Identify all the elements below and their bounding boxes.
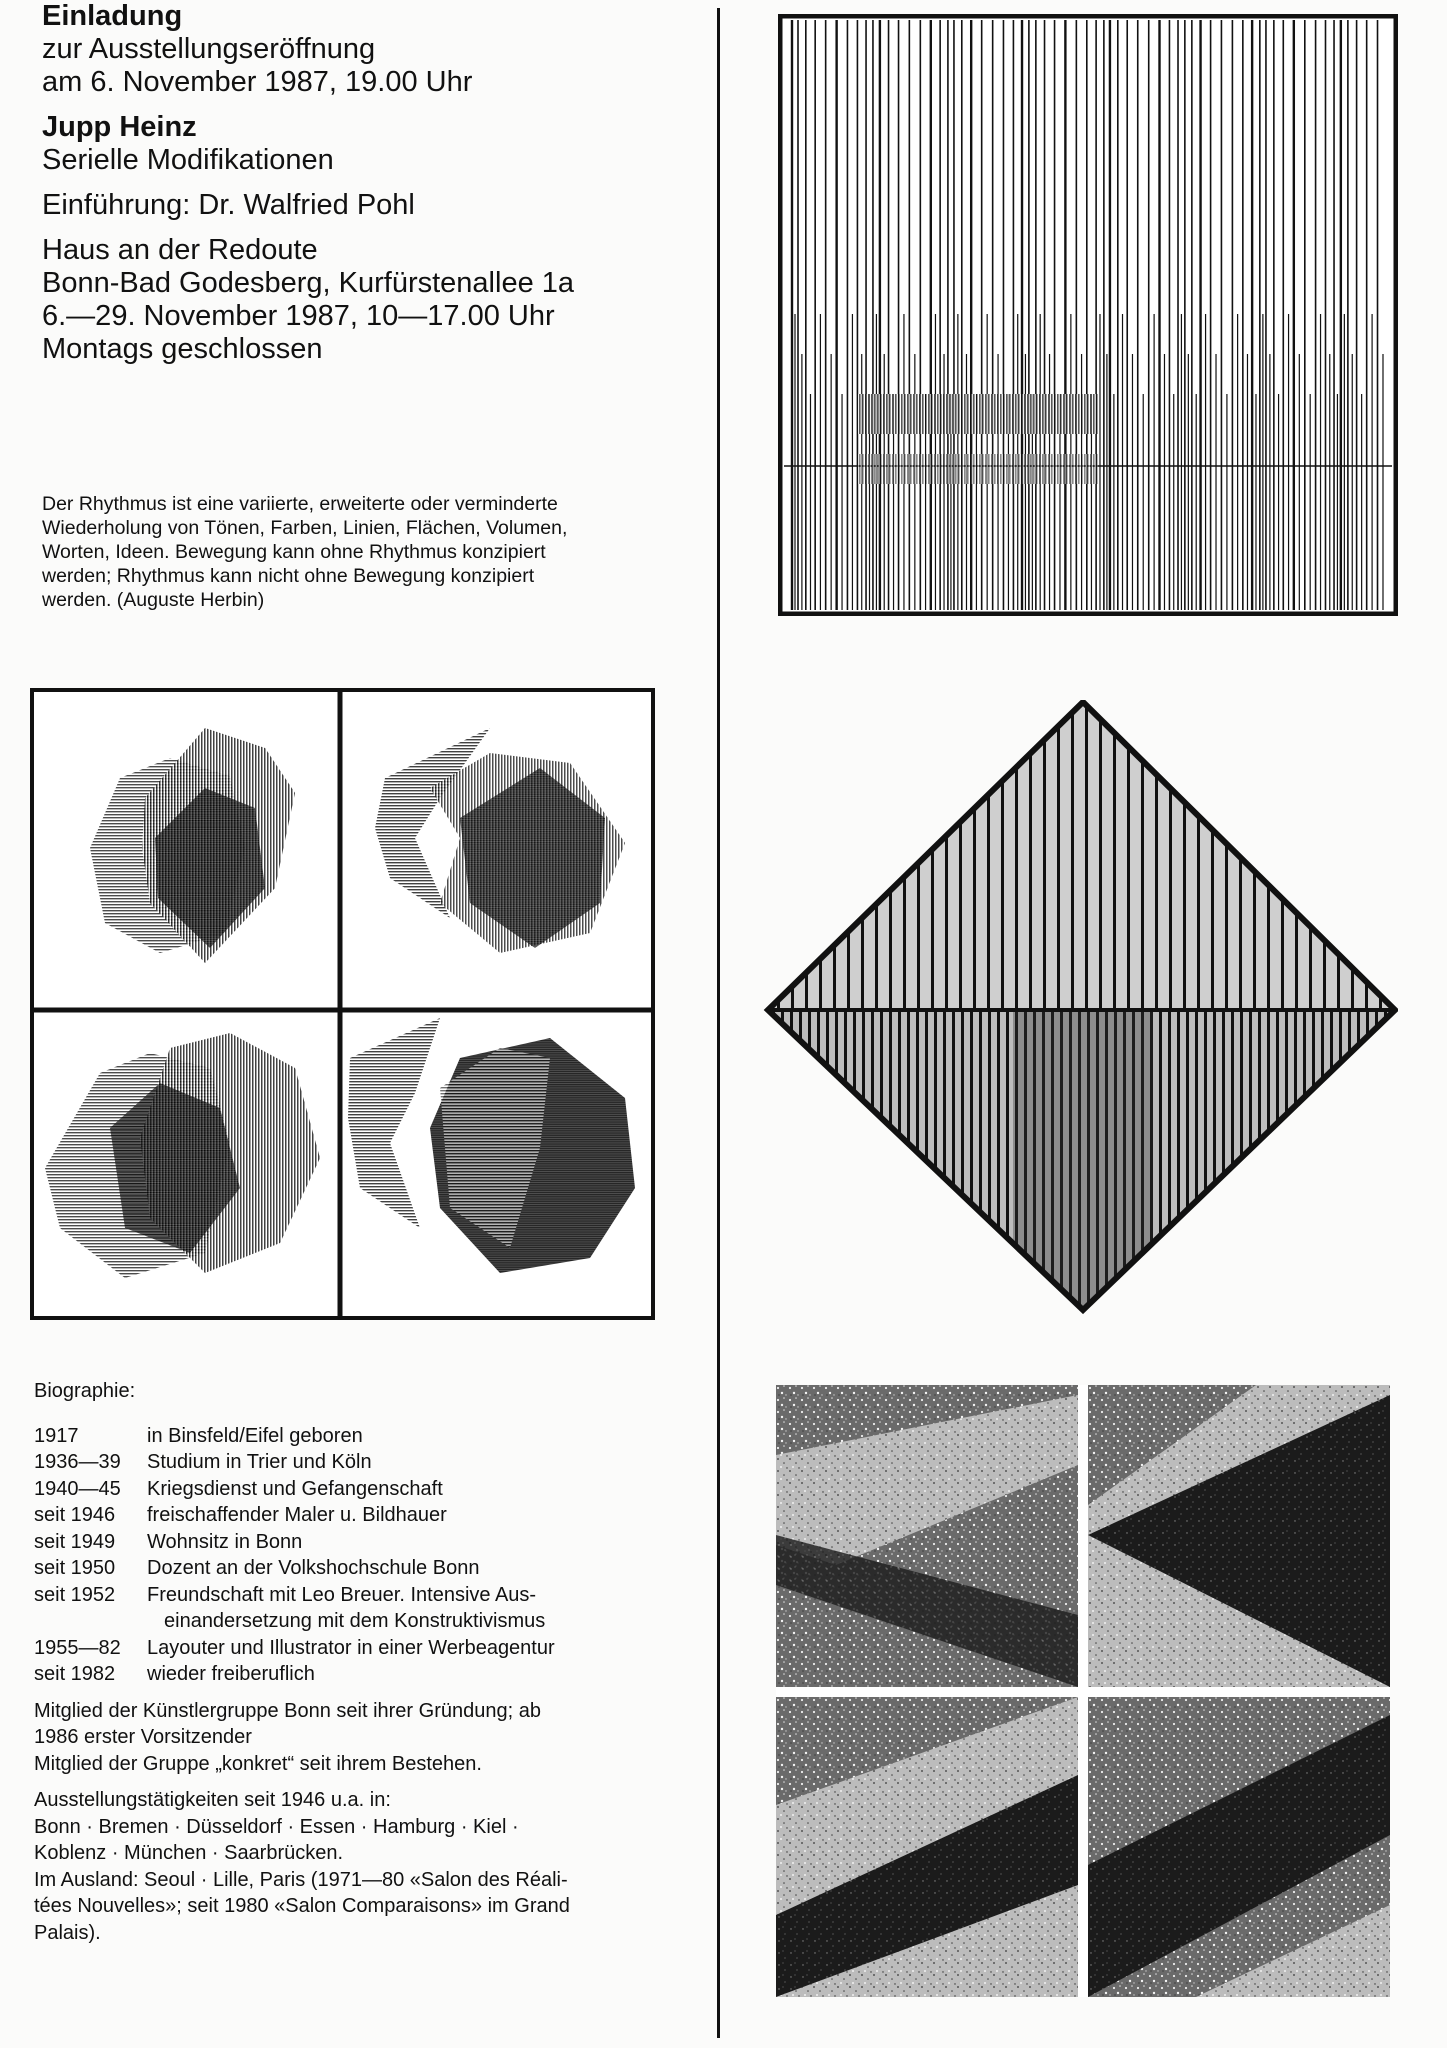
venue-address: Bonn-Bad Godesberg, Kurfürstenallee 1a: [42, 267, 575, 299]
biography-year: seit 1946: [34, 1504, 116, 1526]
biography-text: einandersetzung mit dem Konstruktivismus: [164, 1610, 546, 1632]
biography-year: 1940—45: [34, 1477, 121, 1500]
biography-title: Biographie:: [34, 1380, 136, 1402]
biography-row: [34, 1502, 674, 1529]
exhibitions-line: tées Nouvelles»; seit 1980 «Salon Comparaisons» im Grand: [34, 1895, 570, 1917]
herbin-quote: [42, 492, 642, 612]
exhibitions-line: Koblenz · München · Saarbrücken.: [34, 1842, 344, 1864]
introduction: Einführung: Dr. Walfried Pohl: [42, 189, 415, 221]
biography-row: [34, 1529, 674, 1556]
artist-name: Jupp Heinz: [42, 111, 197, 143]
biography-text: Layouter und Illustrator in einer Werbeagentur: [147, 1636, 555, 1659]
invitation-line-1: zur Ausstellungseröffnung: [42, 33, 376, 65]
biography-text: Studium in Trier und Köln: [147, 1451, 372, 1473]
biography-text: Wohnsitz in Bonn: [147, 1530, 303, 1553]
biography-text: in Binsfeld/Eifel geboren: [147, 1424, 363, 1447]
biography-row: [34, 1608, 674, 1635]
membership-paragraph: [34, 1698, 674, 1778]
biography-text: freischaffender Maler u. Bildhauer: [147, 1504, 447, 1526]
quote-line: werden. (Auguste Herbin): [42, 589, 265, 611]
membership-line: 1986 erster Vorsitzender: [34, 1726, 252, 1748]
invitation-block: [42, 0, 682, 366]
quote-line: Der Rhythmus ist eine variierte, erweiterte oder verminderte: [42, 493, 558, 515]
biography-year: 1936—39: [34, 1451, 121, 1473]
biography-section: [34, 1378, 674, 1946]
biography-row: [34, 1635, 674, 1662]
quote-line: Worten, Ideen. Bewegung kann ohne Rhythmus konzipiert: [42, 541, 546, 563]
exhibitions-line: Palais).: [34, 1921, 101, 1944]
exhibitions-paragraph: [34, 1787, 674, 1946]
exhibitions-line: Ausstellungstätigkeiten seit 1946 u.a. in:: [34, 1789, 391, 1811]
biography-row: [34, 1476, 674, 1503]
venue-name: Haus an der Redoute: [42, 234, 318, 266]
biography-row: [34, 1661, 674, 1688]
column-divider: [717, 8, 720, 2038]
biography-year: seit 1982: [34, 1663, 116, 1685]
closed-note: Montags geschlossen: [42, 333, 323, 365]
exhibitions-line: Bonn · Bremen · Düsseldorf · Essen · Hamburg · Kiel ·: [34, 1815, 519, 1838]
artwork-speckled-panels: [776, 1385, 1390, 1997]
biography-year: seit 1949: [34, 1530, 116, 1553]
quote-line: werden; Rhythmus kann nicht ohne Bewegung konzipiert: [42, 565, 535, 587]
invitation-title: Einladung: [42, 0, 183, 32]
artwork-hexagon-grid: [30, 688, 655, 1320]
artwork-vertical-lines: [778, 14, 1398, 616]
biography-text: Dozent an der Volkshochschule Bonn: [147, 1557, 480, 1579]
exhibition-dates: 6.—29. November 1987, 10—17.00 Uhr: [42, 300, 555, 332]
series-title: Serielle Modifikationen: [42, 144, 334, 176]
biography-row: [34, 1582, 674, 1609]
biography-timeline: [34, 1423, 674, 1688]
biography-year: 1917: [34, 1424, 79, 1447]
biography-year: seit 1952: [34, 1583, 116, 1606]
biography-year: seit 1950: [34, 1557, 116, 1579]
membership-line: Mitglied der Gruppe „konkret“ seit ihrem Bestehen.: [34, 1752, 482, 1775]
biography-text: wieder freiberuflich: [147, 1663, 315, 1685]
biography-row: [34, 1449, 674, 1476]
quote-line: Wiederholung von Tönen, Farben, Linien, Flächen, Volumen,: [42, 517, 568, 539]
artwork-diamond: [763, 700, 1398, 1315]
biography-year: 1955—82: [34, 1636, 121, 1659]
biography-text: Kriegsdienst und Gefangenschaft: [147, 1477, 443, 1500]
biography-row: [34, 1555, 674, 1582]
biography-text: Freundschaft mit Leo Breuer. Intensive Aus-: [147, 1583, 537, 1606]
biography-row: [34, 1423, 674, 1450]
biography-year: [34, 1608, 164, 1635]
invitation-line-2: am 6. November 1987, 19.00 Uhr: [42, 66, 473, 98]
membership-line: Mitglied der Künstlergruppe Bonn seit ihrer Gründung; ab: [34, 1699, 541, 1722]
exhibitions-line: Im Ausland: Seoul · Lille, Paris (1971—80 «Salon des Réali-: [34, 1868, 568, 1891]
